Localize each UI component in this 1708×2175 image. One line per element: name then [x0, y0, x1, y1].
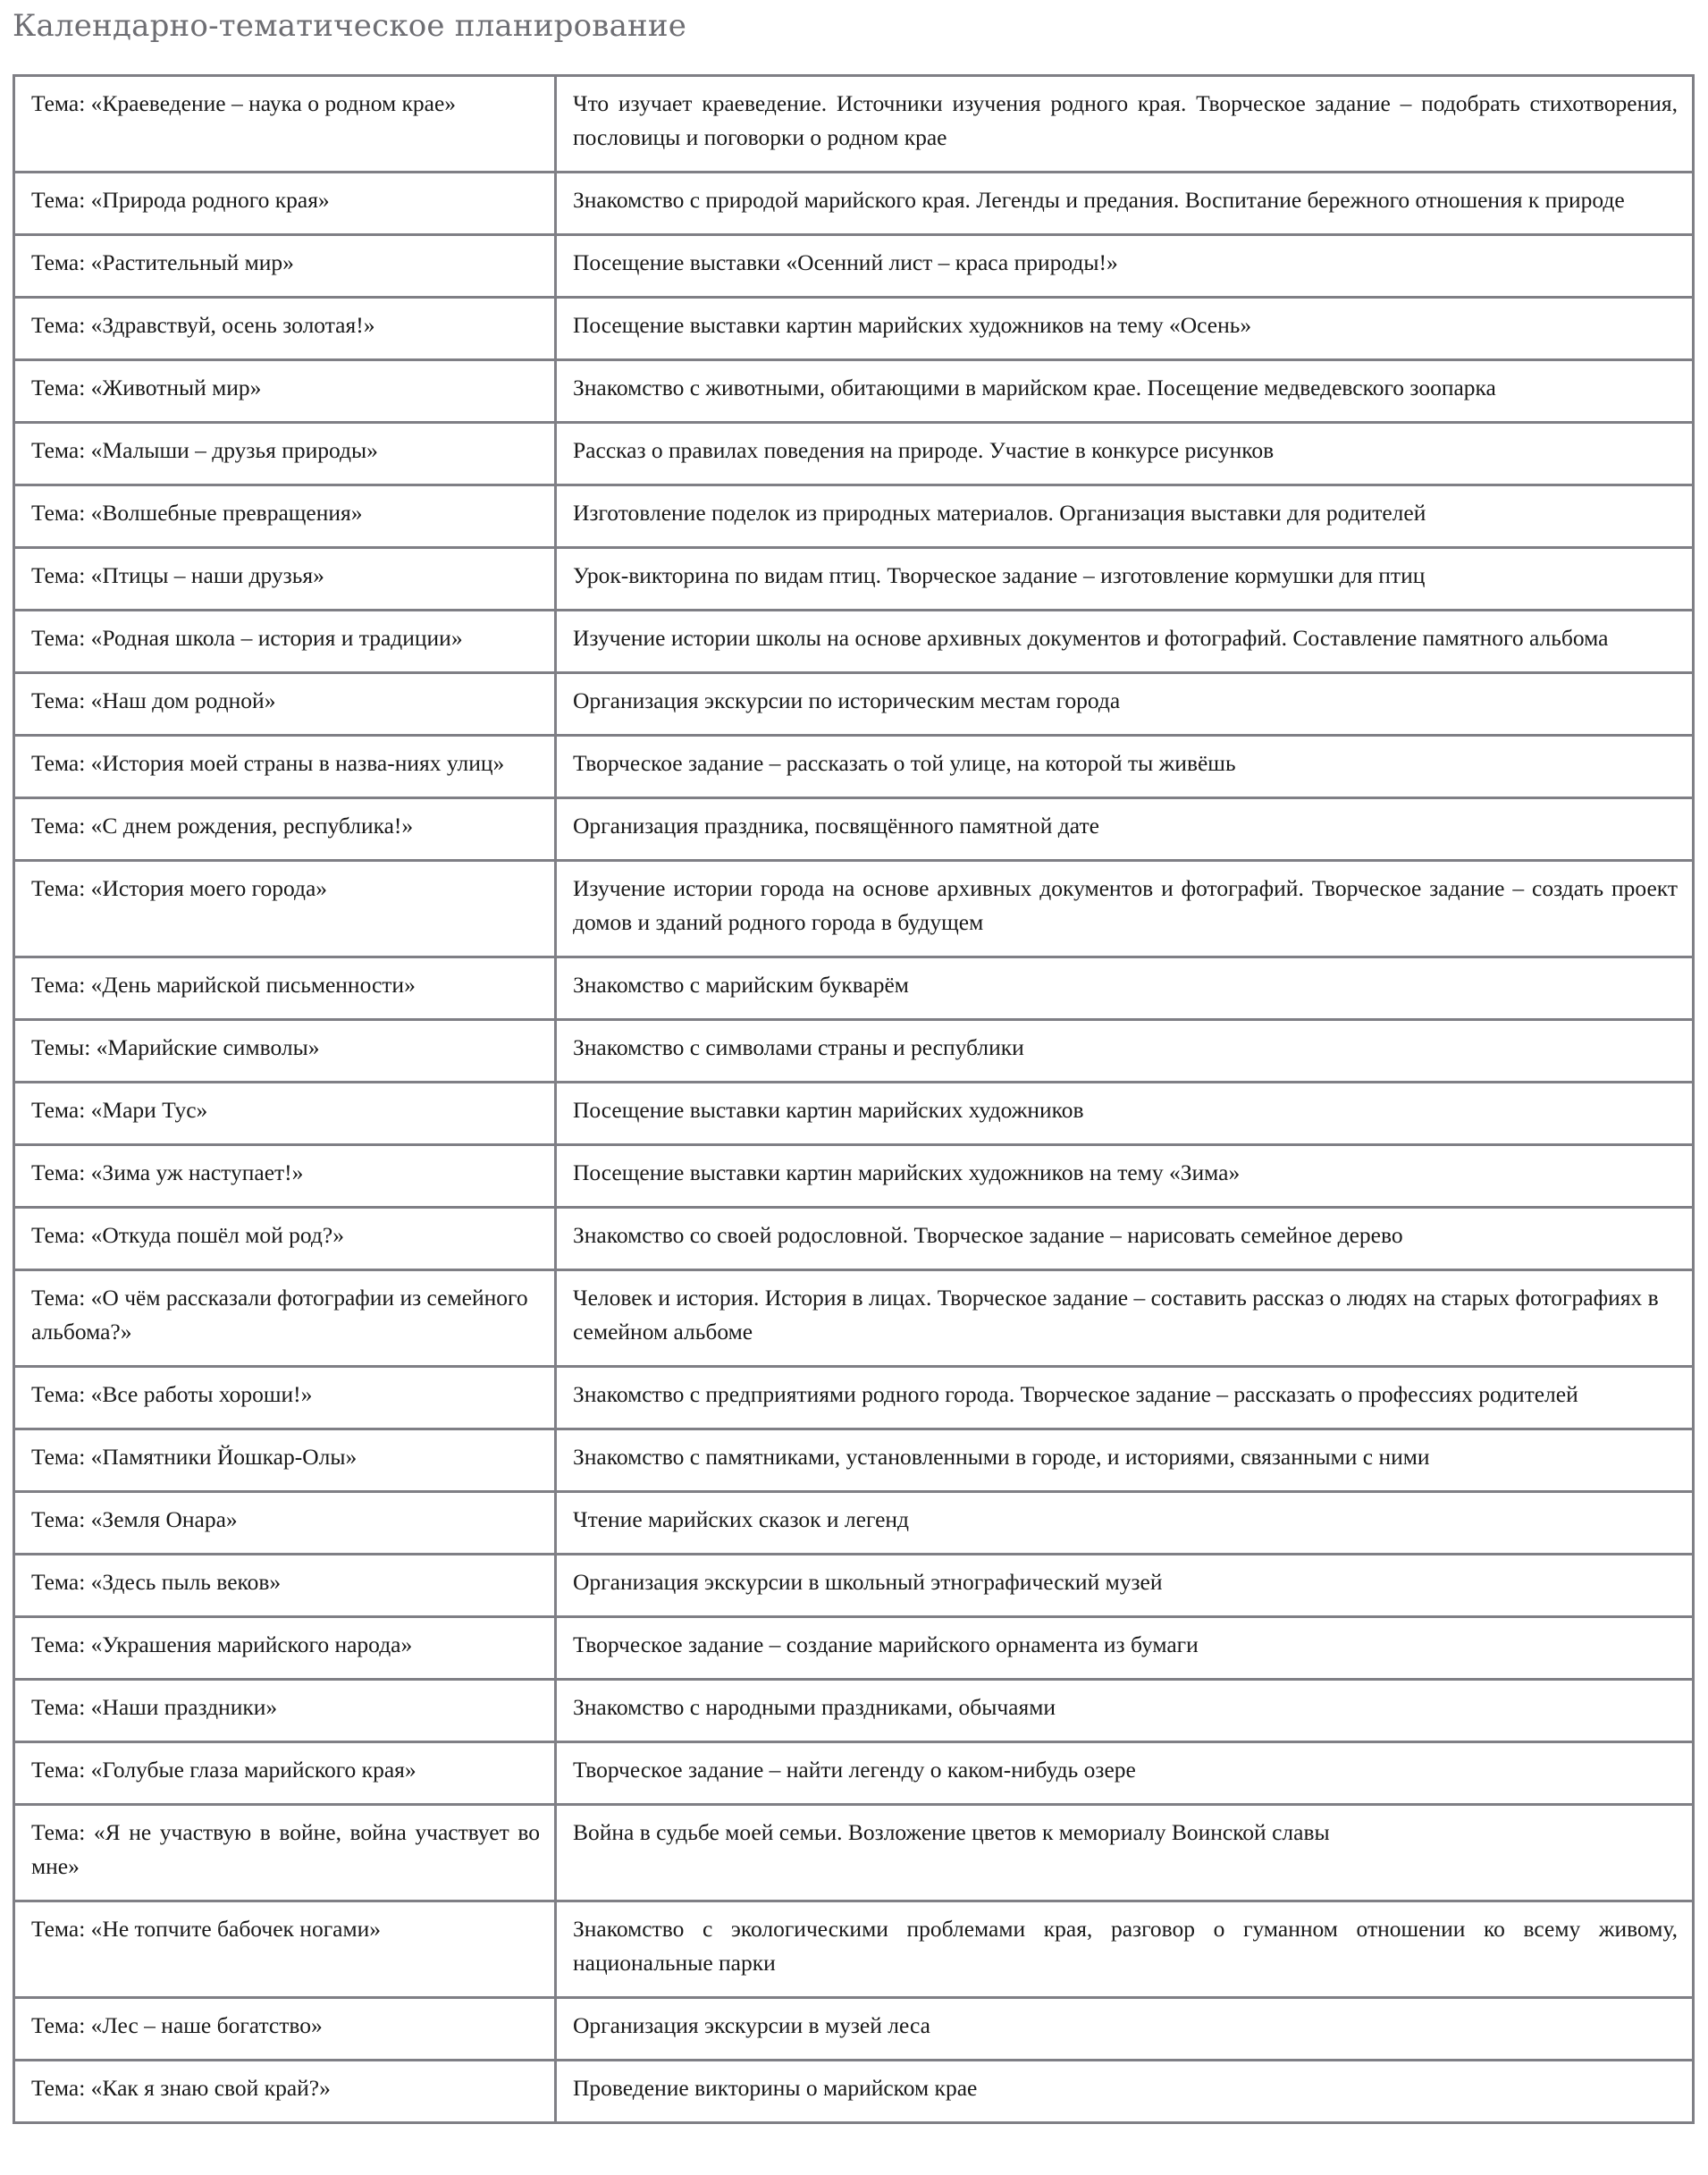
table-row	[14, 548, 1694, 611]
content-cell: Знакомство с символами страны и республики	[556, 1020, 1694, 1083]
content-cell: Рассказ о правилах поведения на природе. Участие в конкурсе рисунков	[556, 423, 1694, 485]
topic-cell: Тема: «Малыши – друзья природы»	[14, 423, 556, 485]
topic-cell: Тема: «История моей страны в назва-ниях улиц»	[14, 736, 556, 798]
table-row	[14, 861, 1694, 957]
table-row	[14, 235, 1694, 298]
topic-cell: Тема: «История моего города»	[14, 861, 556, 957]
table-row	[14, 1208, 1694, 1270]
topic-cell: Тема: «Волшебные превращения»	[14, 485, 556, 548]
content-cell: Знакомство с памятниками, установленными в городе, и историями, связанными с ними	[556, 1429, 1694, 1492]
page-title: Календарно-тематическое планирование	[13, 8, 687, 44]
content-cell: Изучение истории города на основе архивных документов и фотографий. Творческое задание – создать проект домов и зданий родного города в будущем	[556, 861, 1694, 957]
table-container	[0, 74, 1708, 2124]
table-row	[14, 76, 1694, 173]
table-row	[14, 1617, 1694, 1680]
content-cell: Что изучает краеведение. Источники изучения родного края. Творческое задание – подобрать стихотворения, пословицы и поговорки о родном крае	[556, 76, 1694, 173]
table-row	[14, 360, 1694, 423]
table-row	[14, 423, 1694, 485]
content-cell: Урок-викторина по видам птиц. Творческое задание – изготовление кормушки для птиц	[556, 548, 1694, 611]
topic-cell: Тема: «Как я знаю свой край?»	[14, 2061, 556, 2123]
table-body	[14, 76, 1694, 2123]
content-cell: Знакомство с экологическими проблемами края, разговор о гуманном отношении ко всему живому, национальные парки	[556, 1901, 1694, 1998]
topic-cell: Тема: «Украшения марийского народа»	[14, 1617, 556, 1680]
content-cell: Знакомство с народными праздниками, обычаями	[556, 1680, 1694, 1742]
table-row	[14, 1020, 1694, 1083]
table-row	[14, 1805, 1694, 1901]
table-row	[14, 736, 1694, 798]
content-cell: Посещение выставки «Осенний лист – краса природы!»	[556, 235, 1694, 298]
topic-cell: Тема: «Не топчите бабочек ногами»	[14, 1901, 556, 1998]
content-cell: Чтение марийских сказок и легенд	[556, 1492, 1694, 1555]
topic-cell: Тема: «Родная школа – история и традиции»	[14, 611, 556, 673]
topic-cell: Тема: «Здесь пыль веков»	[14, 1555, 556, 1617]
topic-cell: Тема: «Лес – наше богатство»	[14, 1998, 556, 2061]
content-cell: Творческое задание – найти легенду о каком-нибудь озере	[556, 1742, 1694, 1805]
table-row	[14, 1555, 1694, 1617]
content-cell: Проведение викторины о марийском крае	[556, 2061, 1694, 2123]
topic-cell: Тема: «Здравствуй, осень золотая!»	[14, 298, 556, 360]
content-cell: Организация экскурсии в музей леса	[556, 1998, 1694, 2061]
content-cell: Организация экскурсии по историческим местам города	[556, 673, 1694, 736]
table-row	[14, 485, 1694, 548]
content-cell: Творческое задание – создание марийского орнамента из бумаги	[556, 1617, 1694, 1680]
table-row	[14, 1742, 1694, 1805]
content-cell: Знакомство с предприятиями родного города. Творческое задание – рассказать о профессиях родителей	[556, 1367, 1694, 1429]
topic-cell: Тема: «С днем рождения, республика!»	[14, 798, 556, 861]
table-row	[14, 1145, 1694, 1208]
table-row	[14, 1680, 1694, 1742]
topic-cell: Тема: «Наши праздники»	[14, 1680, 556, 1742]
table-row	[14, 1270, 1694, 1367]
content-cell: Знакомство с марийским букварём	[556, 957, 1694, 1020]
topic-cell: Тема: «Зима уж наступает!»	[14, 1145, 556, 1208]
content-cell: Изучение истории школы на основе архивных документов и фотографий. Составление памятного альбома	[556, 611, 1694, 673]
topic-cell: Тема: «Растительный мир»	[14, 235, 556, 298]
topic-cell: Тема: «День марийской письменности»	[14, 957, 556, 1020]
topic-cell: Тема: «О чём рассказали фотографии из семейного альбома?»	[14, 1270, 556, 1367]
content-cell: Посещение выставки картин марийских художников на тему «Осень»	[556, 298, 1694, 360]
content-cell: Война в судьбе моей семьи. Возложение цветов к мемориалу Воинской славы	[556, 1805, 1694, 1901]
content-cell: Изготовление поделок из природных материалов. Организация выставки для родителей	[556, 485, 1694, 548]
topic-cell: Тема: «Мари Тус»	[14, 1083, 556, 1145]
topic-cell: Тема: «Животный мир»	[14, 360, 556, 423]
content-cell: Творческое задание – рассказать о той улице, на которой ты живёшь	[556, 736, 1694, 798]
table-row	[14, 173, 1694, 235]
content-cell: Посещение выставки картин марийских художников на тему «Зима»	[556, 1145, 1694, 1208]
table-row	[14, 1492, 1694, 1555]
content-cell: Организация экскурсии в школьный этнографический музей	[556, 1555, 1694, 1617]
topic-cell: Тема: «Голубые глаза марийского края»	[14, 1742, 556, 1805]
table-row	[14, 611, 1694, 673]
calendar-thematic-planning-table	[13, 74, 1695, 2124]
table-row	[14, 798, 1694, 861]
table-row	[14, 673, 1694, 736]
table-row	[14, 957, 1694, 1020]
content-cell: Знакомство с природой марийского края. Легенды и предания. Воспитание бережного отношения к природе	[556, 173, 1694, 235]
table-row	[14, 1367, 1694, 1429]
table-row	[14, 1083, 1694, 1145]
table-row	[14, 1429, 1694, 1492]
topic-cell: Темы: «Марийские символы»	[14, 1020, 556, 1083]
topic-cell: Тема: «Краеведение – наука о родном крае»	[14, 76, 556, 173]
topic-cell: Тема: «Наш дом родной»	[14, 673, 556, 736]
table-row	[14, 298, 1694, 360]
content-cell: Знакомство с животными, обитающими в марийском крае. Посещение медведевского зоопарка	[556, 360, 1694, 423]
topic-cell: Тема: «Природа родного края»	[14, 173, 556, 235]
topic-cell: Тема: «Откуда пошёл мой род?»	[14, 1208, 556, 1270]
content-cell: Человек и история. История в лицах. Творческое задание – составить рассказ о людях на старых фотографиях в семейном альбоме	[556, 1270, 1694, 1367]
topic-cell: Тема: «Все работы хороши!»	[14, 1367, 556, 1429]
table-row	[14, 1998, 1694, 2061]
topic-cell: Тема: «Я не участвую в войне, война участвует во мне»	[14, 1805, 556, 1901]
content-cell: Посещение выставки картин марийских художников	[556, 1083, 1694, 1145]
content-cell: Знакомство со своей родословной. Творческое задание – нарисовать семейное дерево	[556, 1208, 1694, 1270]
table-row	[14, 1901, 1694, 1998]
content-cell: Организация праздника, посвящённого памятной дате	[556, 798, 1694, 861]
topic-cell: Тема: «Птицы – наши друзья»	[14, 548, 556, 611]
topic-cell: Тема: «Земля Онара»	[14, 1492, 556, 1555]
topic-cell: Тема: «Памятники Йошкар-Олы»	[14, 1429, 556, 1492]
table-row	[14, 2061, 1694, 2123]
